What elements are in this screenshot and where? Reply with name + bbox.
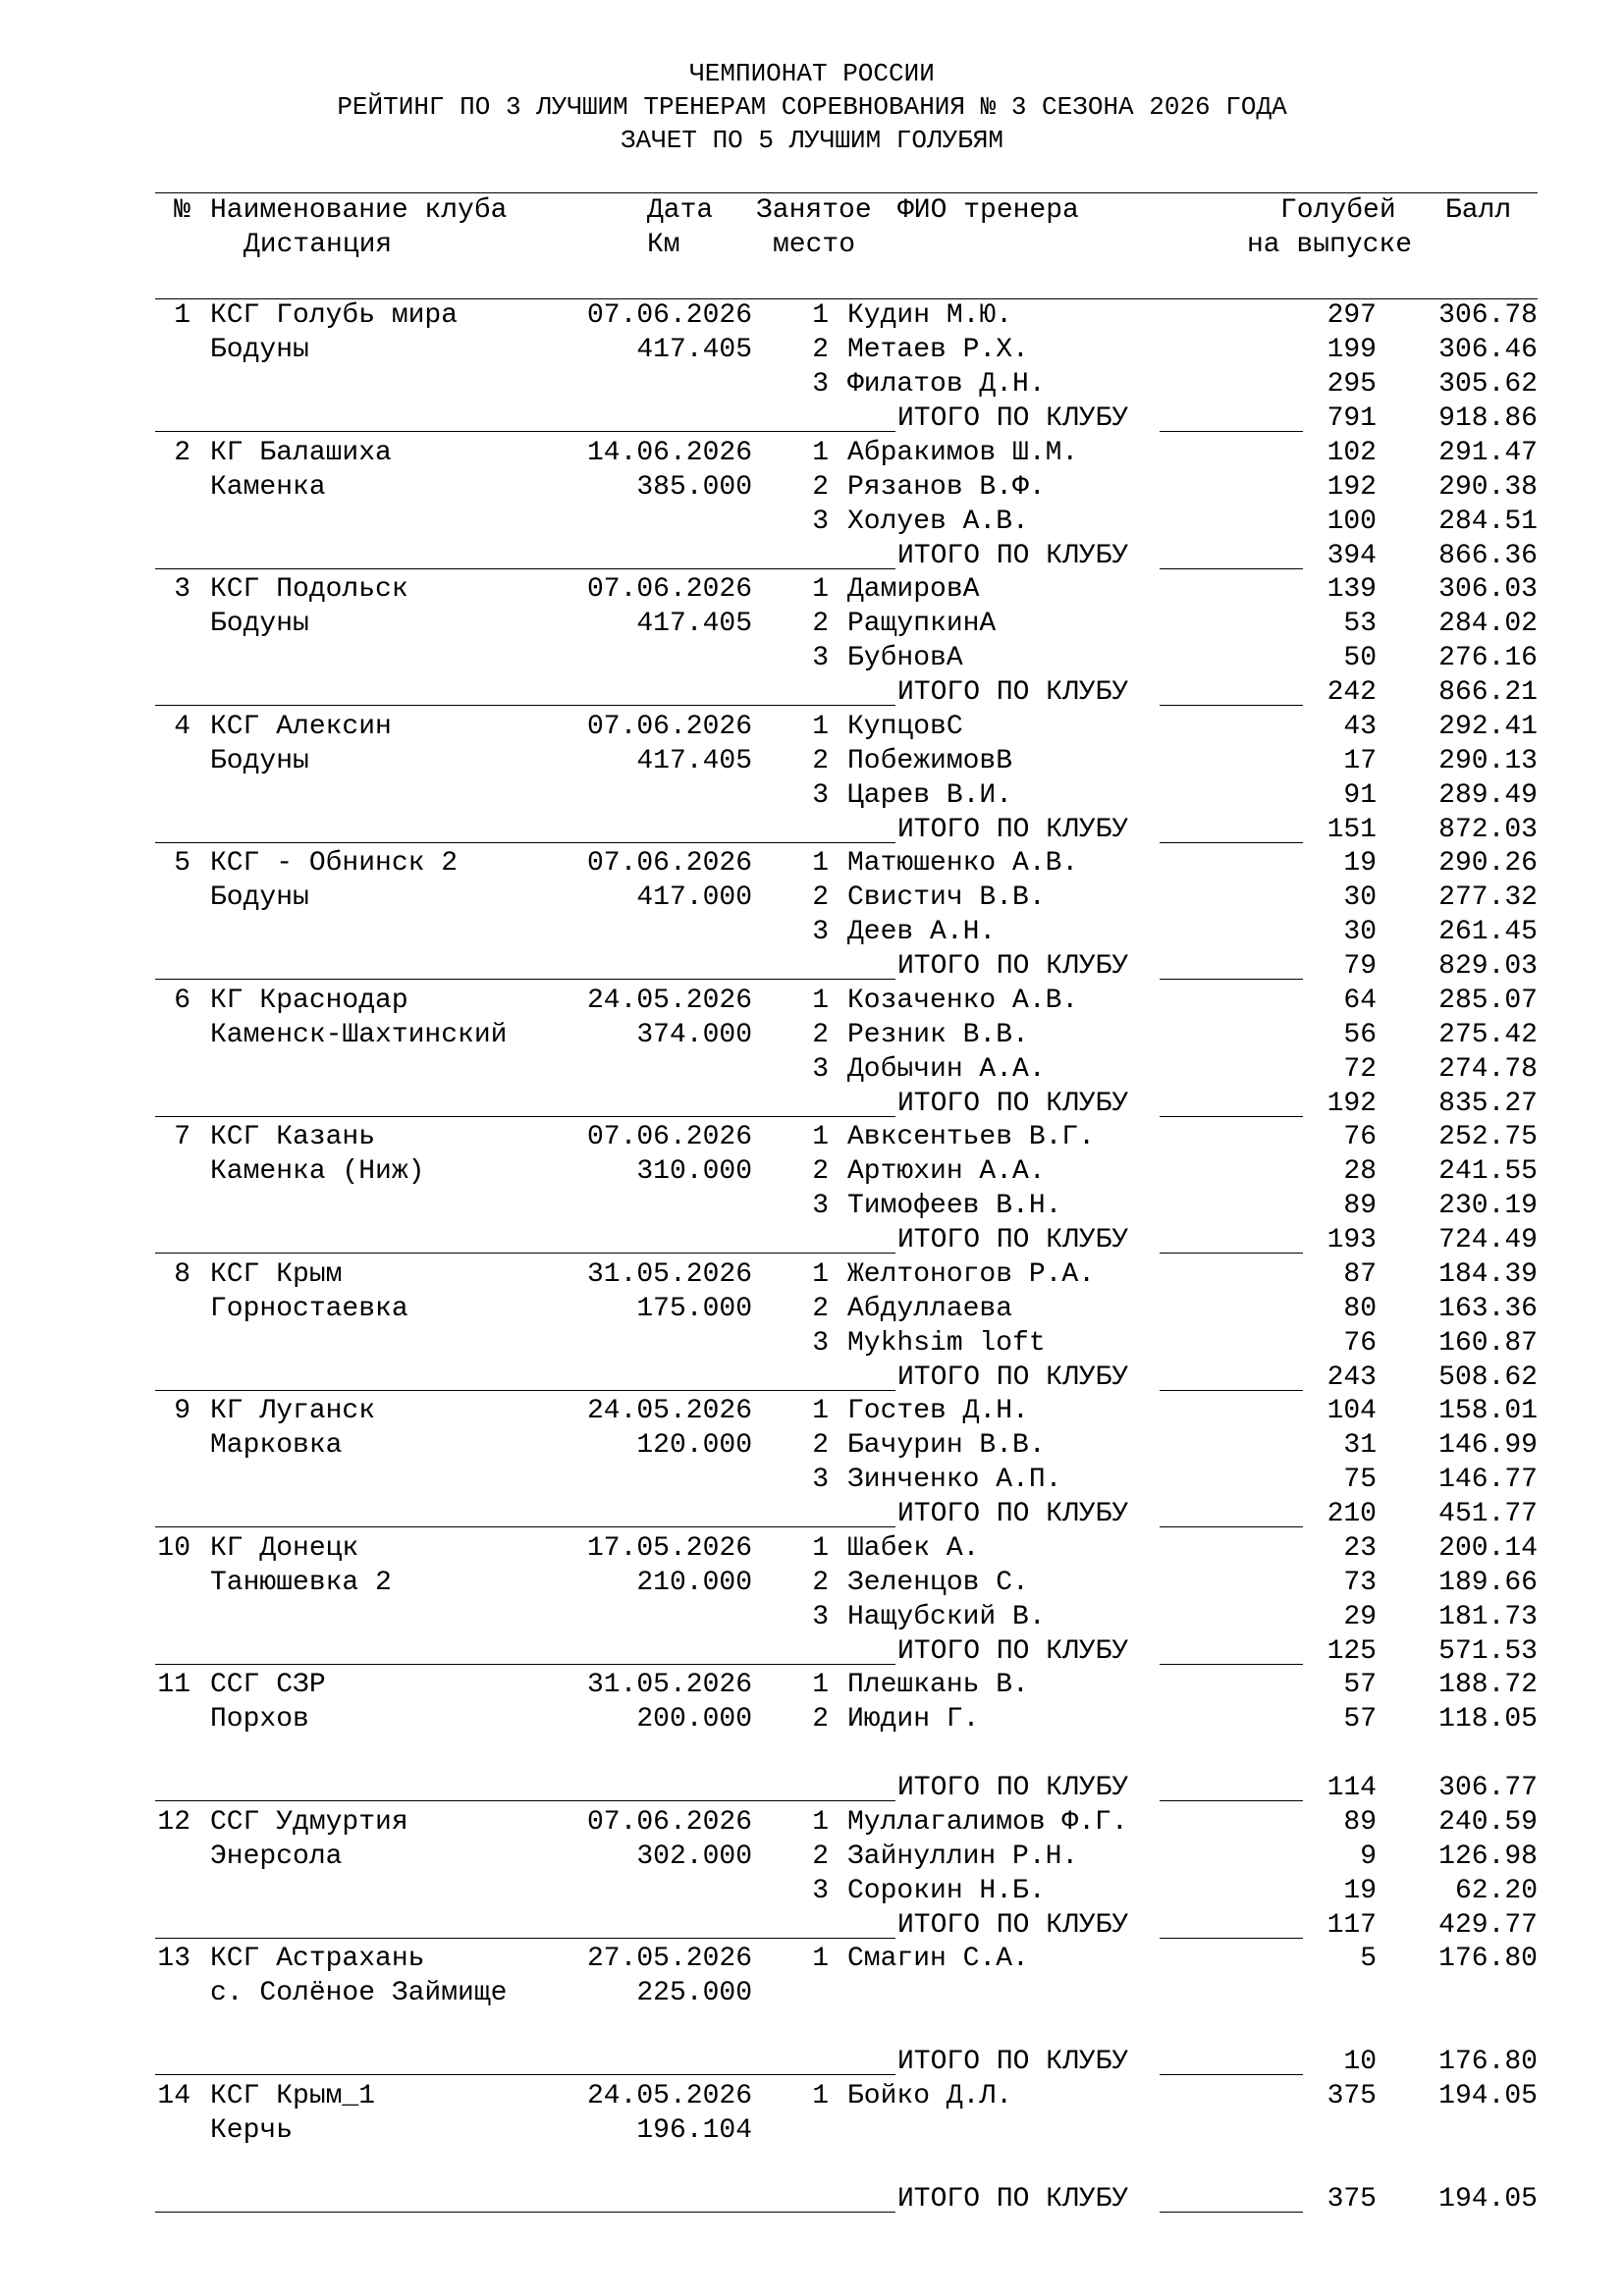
club-number: 9 (174, 1396, 190, 1426)
col-header-trainer: ФИО тренера (897, 195, 1079, 226)
heading-line-3: ЗАЧЕТ ПО 5 ЛУЧШИМ ГОЛУБЯМ (620, 126, 1004, 155)
trainer-score: 306.03 (1438, 574, 1538, 605)
trainer-score: 290.38 (1438, 471, 1538, 503)
club-name: КГ Донецк (210, 1532, 359, 1564)
trainer-score: 126.98 (1438, 1841, 1538, 1872)
trainer-score: 184.39 (1438, 1258, 1538, 1290)
trainer-pigeons: 139 (1326, 574, 1377, 605)
trainer-name: Зинченко А.П. (847, 1465, 1062, 1495)
col-header-pigeons: Голубей (1280, 195, 1396, 226)
race-km: 417.405 (636, 335, 752, 365)
trainer-name: БубновА (847, 643, 963, 673)
trainer-score: 241.55 (1438, 1156, 1538, 1187)
trainer-place: 1 (812, 1944, 829, 1974)
club-name: КГ Балашиха (210, 437, 392, 468)
club-total-label: ИТОГО ПО КЛУБУ (897, 1362, 1129, 1393)
trainer-pigeons: 56 (1343, 1019, 1377, 1050)
club-total-pigeons: 151 (1326, 814, 1377, 845)
trainer-name: Июдин Г. (847, 1704, 980, 1735)
race-date: 31.05.2026 (586, 1670, 752, 1700)
club-separator-left (155, 1116, 895, 1117)
trainer-name: Резник В.В. (847, 1019, 1029, 1050)
club-total-score: 872.03 (1438, 814, 1538, 845)
trainer-score: 290.26 (1438, 848, 1538, 879)
club-distance: Каменск-Шахтинский (210, 1019, 508, 1050)
club-number: 5 (174, 848, 190, 879)
trainer-score: 285.07 (1438, 985, 1538, 1016)
club-total-label: ИТОГО ПО КЛУБУ (897, 1909, 1129, 1941)
trainer-pigeons: 43 (1343, 711, 1377, 742)
club-total-label: ИТОГО ПО КЛУБУ (897, 1225, 1129, 1255)
race-date: 14.06.2026 (586, 437, 752, 468)
trainer-place: 2 (812, 1704, 829, 1735)
trainer-name: Добычин А.А. (847, 1053, 1046, 1085)
club-total-pigeons: 243 (1326, 1362, 1377, 1393)
club-separator-left (155, 431, 895, 432)
club-name: КГ Луганск (210, 1396, 376, 1426)
trainer-place: 3 (812, 643, 829, 673)
trainer-score: 189.66 (1438, 1567, 1538, 1598)
trainer-name: Тимофеев В.Н. (847, 1191, 1062, 1221)
trainer-place: 1 (812, 1532, 829, 1564)
race-km: 417.405 (636, 609, 752, 639)
club-name: КСГ Крым (210, 1258, 343, 1290)
club-separator-left (155, 705, 895, 706)
trainer-score: 290.13 (1438, 745, 1538, 776)
trainer-score: 230.19 (1438, 1191, 1538, 1221)
trainer-place: 2 (812, 882, 829, 913)
club-total-pigeons: 192 (1326, 1088, 1377, 1119)
club-total-label: ИТОГО ПО КЛУБУ (897, 1088, 1129, 1119)
trainer-place: 1 (812, 1396, 829, 1426)
club-total-pigeons: 210 (1326, 1499, 1377, 1529)
race-date: 27.05.2026 (586, 1944, 752, 1974)
trainer-pigeons: 76 (1343, 1122, 1377, 1152)
club-number: 6 (174, 985, 190, 1016)
club-total-label: ИТОГО ПО КЛУБУ (897, 1499, 1129, 1529)
trainer-pigeons: 28 (1343, 1156, 1377, 1187)
col-header-km: Км (647, 230, 680, 260)
club-name: ССГ СЗР (210, 1670, 326, 1700)
trainer-score: 261.45 (1438, 917, 1538, 947)
race-km: 175.000 (636, 1293, 752, 1324)
trainer-score: 146.99 (1438, 1430, 1538, 1461)
club-total-label: ИТОГО ПО КЛУБУ (897, 814, 1129, 845)
race-km: 310.000 (636, 1156, 752, 1187)
trainer-pigeons: 72 (1343, 1053, 1377, 1085)
club-total-score: 176.80 (1438, 2047, 1538, 2077)
trainer-score: 181.73 (1438, 1601, 1538, 1632)
race-km: 417.405 (636, 745, 752, 776)
trainer-pigeons: 17 (1343, 745, 1377, 776)
trainer-score: 163.36 (1438, 1293, 1538, 1324)
trainer-place: 1 (812, 2080, 829, 2111)
trainer-name: Метаев Р.Х. (847, 335, 1029, 365)
club-number: 10 (157, 1532, 190, 1564)
trainer-pigeons: 87 (1343, 1258, 1377, 1290)
trainer-pigeons: 192 (1326, 471, 1377, 503)
trainer-score: 118.05 (1438, 1704, 1538, 1735)
trainer-place: 2 (812, 1841, 829, 1872)
club-separator-left (155, 1800, 895, 1801)
trainer-pigeons: 80 (1343, 1293, 1377, 1324)
trainer-pigeons: 64 (1343, 985, 1377, 1016)
club-number: 7 (174, 1122, 190, 1152)
trainer-name: Бойко Д.Л. (847, 2080, 1013, 2111)
trainer-place: 2 (812, 1430, 829, 1461)
trainer-score: 252.75 (1438, 1122, 1538, 1152)
trainer-name: Филатов Д.Н. (847, 369, 1046, 400)
race-km: 196.104 (636, 2114, 752, 2146)
club-distance: Бодуны (210, 609, 309, 639)
club-name: КСГ Подольск (210, 574, 408, 605)
club-total-pigeons: 375 (1326, 2183, 1377, 2215)
trainer-score: 200.14 (1438, 1532, 1538, 1564)
trainer-name: Шабек А. (847, 1532, 980, 1564)
club-total-score: 724.49 (1438, 1225, 1538, 1255)
trainer-place: 1 (812, 1122, 829, 1152)
trainer-pigeons: 23 (1343, 1532, 1377, 1564)
club-total-label: ИТОГО ПО КЛУБУ (897, 2183, 1129, 2215)
trainer-place: 3 (812, 1875, 829, 1906)
trainer-name: Артюхин А.А. (847, 1156, 1046, 1187)
document-heading (0, 57, 1624, 157)
club-distance: Марковка (210, 1430, 343, 1461)
race-date: 24.05.2026 (586, 1396, 752, 1426)
club-total-pigeons: 117 (1326, 1909, 1377, 1941)
trainer-pigeons: 100 (1326, 506, 1377, 537)
trainer-place: 2 (812, 335, 829, 365)
trainer-score: 275.42 (1438, 1019, 1538, 1050)
trainer-pigeons: 73 (1343, 1567, 1377, 1598)
trainer-name: Зайнуллин Р.Н. (847, 1841, 1079, 1872)
club-total-pigeons: 114 (1326, 1773, 1377, 1803)
trainer-pigeons: 30 (1343, 917, 1377, 947)
trainer-pigeons: 297 (1326, 300, 1377, 331)
race-date: 07.06.2026 (586, 711, 752, 742)
club-total-score: 571.53 (1438, 1635, 1538, 1667)
trainer-pigeons: 5 (1360, 1944, 1377, 1974)
trainer-pigeons: 50 (1343, 643, 1377, 673)
club-name: ССГ Удмуртия (210, 1806, 408, 1838)
trainer-place: 3 (812, 506, 829, 537)
club-number: 4 (174, 711, 190, 742)
trainer-pigeons: 19 (1343, 1875, 1377, 1906)
trainer-place: 2 (812, 1156, 829, 1187)
trainer-score: 160.87 (1438, 1327, 1538, 1359)
trainer-name: Абракимов Ш.М. (847, 437, 1079, 468)
club-distance: Каменка (Ниж) (210, 1156, 425, 1187)
trainer-pigeons: 57 (1343, 1670, 1377, 1700)
club-distance: Керчь (210, 2114, 294, 2146)
trainer-place: 3 (812, 779, 829, 811)
race-km: 210.000 (636, 1567, 752, 1598)
trainer-score: 305.62 (1438, 369, 1538, 400)
club-total-label: ИТОГО ПО КЛУБУ (897, 540, 1129, 571)
trainer-score: 176.80 (1438, 1944, 1538, 1974)
club-total-label: ИТОГО ПО КЛУБУ (897, 677, 1129, 708)
trainer-place: 3 (812, 1191, 829, 1221)
trainer-pigeons: 29 (1343, 1601, 1377, 1632)
club-distance: Энерсола (210, 1841, 343, 1872)
trainer-place: 3 (812, 1601, 829, 1632)
trainer-place: 3 (812, 1053, 829, 1085)
trainer-score: 194.05 (1438, 2080, 1538, 2111)
header-top-rule (155, 192, 1538, 193)
club-total-pigeons: 193 (1326, 1225, 1377, 1255)
club-number: 13 (157, 1944, 190, 1974)
trainer-pigeons: 53 (1343, 609, 1377, 639)
club-number: 3 (174, 574, 190, 605)
club-number: 11 (157, 1670, 190, 1700)
trainer-score: 284.02 (1438, 609, 1538, 639)
trainer-place: 2 (812, 1293, 829, 1324)
trainer-pigeons: 295 (1326, 369, 1377, 400)
col-header-score: Балл (1445, 195, 1512, 226)
trainer-name: Сорокин Н.Б. (847, 1875, 1046, 1906)
trainer-place: 3 (812, 917, 829, 947)
club-total-label: ИТОГО ПО КЛУБУ (897, 2047, 1129, 2077)
race-date: 24.05.2026 (586, 985, 752, 1016)
race-date: 24.05.2026 (586, 2080, 752, 2111)
trainer-score: 306.78 (1438, 300, 1538, 331)
trainer-pigeons: 199 (1326, 335, 1377, 365)
heading-line-2: РЕЙТИНГ ПО 3 ЛУЧШИМ ТРЕНЕРАМ СОРЕВНОВАНИЯ № 3 СЕЗОНА 2026 ГОДА (337, 92, 1287, 122)
club-separator-left (155, 1253, 895, 1254)
trainer-place: 1 (812, 574, 829, 605)
club-total-score: 306.77 (1438, 1773, 1538, 1803)
race-date: 07.06.2026 (586, 574, 752, 605)
col-header-place-2: место (773, 230, 856, 260)
trainer-name: ПобежимовВ (847, 745, 1013, 776)
trainer-place: 1 (812, 1670, 829, 1700)
trainer-score: 240.59 (1438, 1806, 1538, 1838)
heading-line-1: ЧЕМПИОНАТ РОССИИ (689, 59, 935, 88)
trainer-place: 1 (812, 1258, 829, 1290)
club-total-label: ИТОГО ПО КЛУБУ (897, 1773, 1129, 1803)
club-distance: Горностаевка (210, 1293, 408, 1324)
club-number: 8 (174, 1258, 190, 1290)
club-name: КГ Краснодар (210, 985, 408, 1016)
club-number: 1 (174, 300, 190, 331)
trainer-pigeons: 375 (1326, 2080, 1377, 2111)
race-km: 200.000 (636, 1704, 752, 1735)
club-total-score: 829.03 (1438, 951, 1538, 982)
trainer-place: 1 (812, 1806, 829, 1838)
trainer-name: РащупкинА (847, 609, 997, 639)
trainer-name: ДамировА (847, 574, 980, 605)
trainer-name: Кудин М.Ю. (847, 300, 1013, 331)
trainer-pigeons: 19 (1343, 848, 1377, 879)
club-total-pigeons: 394 (1326, 540, 1377, 571)
club-total-label: ИТОГО ПО КЛУБУ (897, 951, 1129, 982)
trainer-score: 274.78 (1438, 1053, 1538, 1085)
club-distance: Танюшевка 2 (210, 1567, 392, 1598)
trainer-pigeons: 89 (1343, 1806, 1377, 1838)
club-distance: Бодуны (210, 882, 309, 913)
trainer-pigeons: 76 (1343, 1327, 1377, 1359)
trainer-name: КупцовС (847, 711, 963, 742)
trainer-place: 1 (812, 300, 829, 331)
club-distance: Порхов (210, 1704, 309, 1735)
race-km: 120.000 (636, 1430, 752, 1461)
club-number: 12 (157, 1806, 190, 1838)
trainer-pigeons: 9 (1360, 1841, 1377, 1872)
trainer-name: Свистич В.В. (847, 882, 1046, 913)
trainer-pigeons: 31 (1343, 1430, 1377, 1461)
race-date: 31.05.2026 (586, 1258, 752, 1290)
trainer-pigeons: 91 (1343, 779, 1377, 811)
club-total-score: 918.86 (1438, 403, 1538, 434)
trainer-score: 276.16 (1438, 643, 1538, 673)
club-total-score: 508.62 (1438, 1362, 1538, 1393)
col-header-club: Наименование клуба (210, 195, 508, 226)
trainer-score: 306.46 (1438, 335, 1538, 365)
col-header-place: Занятое (756, 195, 872, 226)
trainer-name: Холуев А.В. (847, 506, 1029, 537)
club-total-score: 429.77 (1438, 1909, 1538, 1941)
race-km: 417.000 (636, 882, 752, 913)
col-header-pigeons-2: на выпуске (1247, 230, 1413, 260)
race-date: 07.06.2026 (586, 848, 752, 879)
trainer-score: 158.01 (1438, 1396, 1538, 1426)
trainer-place: 1 (812, 985, 829, 1016)
col-header-num: № (174, 195, 190, 226)
trainer-name: Нащубский В. (847, 1601, 1046, 1632)
trainer-name: Матюшенко А.В. (847, 848, 1079, 879)
club-total-pigeons: 10 (1343, 2047, 1377, 2077)
race-km: 374.000 (636, 1019, 752, 1050)
trainer-name: Царев В.И. (847, 779, 1013, 811)
trainer-place: 2 (812, 745, 829, 776)
trainer-pigeons: 57 (1343, 1704, 1377, 1735)
club-total-pigeons: 79 (1343, 951, 1377, 982)
trainer-place: 1 (812, 848, 829, 879)
trainer-name: Деев А.Н. (847, 917, 997, 947)
trainer-name: Смагин С.А. (847, 1944, 1029, 1974)
club-distance: с. Солёное Займище (210, 1978, 508, 2008)
trainer-pigeons: 89 (1343, 1191, 1377, 1221)
col-header-distance: Дистанция (244, 230, 393, 260)
trainer-score: 292.41 (1438, 711, 1538, 742)
race-date: 07.06.2026 (586, 300, 752, 331)
club-name: КСГ Голубь мира (210, 300, 459, 331)
club-separator-left (155, 2212, 895, 2213)
trainer-name: Желтоногов Р.А. (847, 1258, 1096, 1290)
col-header-date: Дата (647, 195, 714, 226)
club-number: 2 (174, 437, 190, 468)
club-total-score: 194.05 (1438, 2183, 1538, 2215)
club-name: КСГ Алексин (210, 711, 392, 742)
race-date: 07.06.2026 (586, 1806, 752, 1838)
club-name: КСГ Крым_1 (210, 2080, 376, 2111)
trainer-name: Авксентьев В.Г. (847, 1122, 1096, 1152)
race-km: 302.000 (636, 1841, 752, 1872)
trainer-place: 2 (812, 609, 829, 639)
trainer-place: 2 (812, 1567, 829, 1598)
trainer-score: 277.32 (1438, 882, 1538, 913)
trainer-pigeons: 104 (1326, 1396, 1377, 1426)
club-separator-left (155, 979, 895, 980)
club-name: КСГ Астрахань (210, 1944, 425, 1974)
club-separator-left (155, 1390, 895, 1391)
club-total-score: 866.36 (1438, 540, 1538, 571)
club-total-label: ИТОГО ПО КЛУБУ (897, 1635, 1129, 1667)
race-km: 225.000 (636, 1978, 752, 2008)
club-separator-left (155, 842, 895, 843)
trainer-pigeons: 75 (1343, 1465, 1377, 1495)
trainer-pigeons: 30 (1343, 882, 1377, 913)
trainer-name: Козаченко А.В. (847, 985, 1079, 1016)
trainer-place: 3 (812, 1465, 829, 1495)
trainer-score: 62.20 (1454, 1875, 1538, 1906)
club-name: КСГ - Обнинск 2 (210, 848, 459, 879)
trainer-name: Mykhsim loft (847, 1327, 1046, 1359)
trainer-score: 284.51 (1438, 506, 1538, 537)
trainer-name: Абдуллаева (847, 1293, 1013, 1324)
trainer-name: Бачурин В.В. (847, 1430, 1046, 1461)
race-km: 385.000 (636, 471, 752, 503)
trainer-name: Гостев Д.Н. (847, 1396, 1029, 1426)
club-separator-left (155, 568, 895, 569)
trainer-place: 1 (812, 437, 829, 468)
club-total-pigeons: 242 (1326, 677, 1377, 708)
trainer-name: Плешкань В. (847, 1670, 1029, 1700)
trainer-name: Муллагалимов Ф.Г. (847, 1806, 1128, 1838)
trainer-score: 291.47 (1438, 437, 1538, 468)
trainer-name: Рязанов В.Ф. (847, 471, 1046, 503)
club-total-label: ИТОГО ПО КЛУБУ (897, 403, 1129, 434)
club-separator-left (155, 1938, 895, 1939)
trainer-place: 2 (812, 1019, 829, 1050)
club-total-score: 866.21 (1438, 677, 1538, 708)
club-distance: Каменка (210, 471, 326, 503)
trainer-place: 1 (812, 711, 829, 742)
club-total-pigeons: 125 (1326, 1635, 1377, 1667)
club-separator-left (155, 1664, 895, 1665)
club-total-pigeons: 791 (1326, 403, 1377, 434)
race-date: 07.06.2026 (586, 1122, 752, 1152)
club-distance: Бодуны (210, 745, 309, 776)
trainer-name: Зеленцов С. (847, 1567, 1029, 1598)
club-total-score: 451.77 (1438, 1499, 1538, 1529)
trainer-pigeons: 102 (1326, 437, 1377, 468)
club-distance: Бодуны (210, 335, 309, 365)
trainer-score: 188.72 (1438, 1670, 1538, 1700)
race-date: 17.05.2026 (586, 1532, 752, 1564)
trainer-score: 146.77 (1438, 1465, 1538, 1495)
trainer-score: 289.49 (1438, 779, 1538, 811)
trainer-place: 2 (812, 471, 829, 503)
club-number: 14 (157, 2080, 190, 2111)
club-separator-left (155, 1526, 895, 1527)
trainer-place: 3 (812, 1327, 829, 1359)
trainer-place: 3 (812, 369, 829, 400)
club-separator-left (155, 2074, 895, 2075)
club-name: КСГ Казань (210, 1122, 376, 1152)
club-total-score: 835.27 (1438, 1088, 1538, 1119)
